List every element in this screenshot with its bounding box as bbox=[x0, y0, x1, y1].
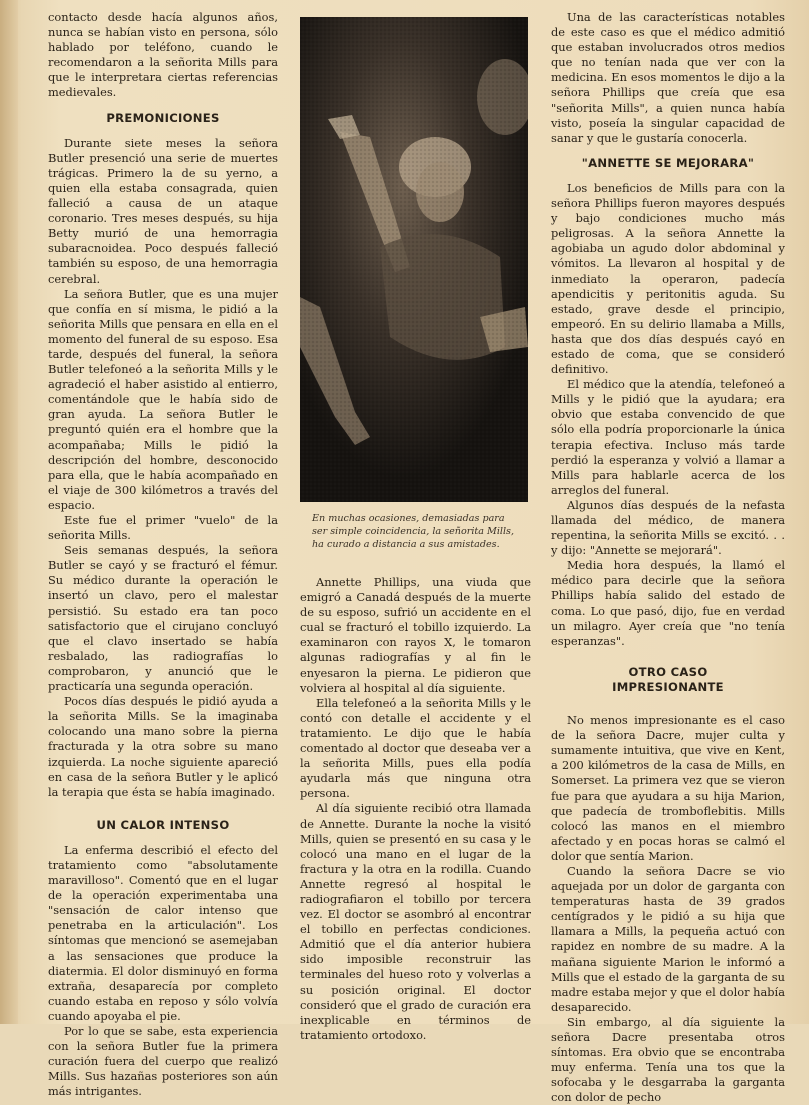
column-3 bbox=[551, 10, 785, 1105]
section-heading-premoniciones: PREMONICIONES bbox=[106, 110, 220, 125]
paragraph: Seis semanas después, la señora Butler se cayó y se fracturó el fémur. Su médico durante la operación le insertó un clavo, pero el malestar persistió. Su estado era tan poco satisfactorio que el cirujano concluyó que el clavo insertado se había resbalado, las radiografías lo comprobaron, y anunció que le practicaría una segunda operación. bbox=[48, 543, 278, 694]
caption-text: En muchas ocasiones, demasiadas para ser simple coincidencia, la señorita Mills, ha curado a distancia a sus amistades. bbox=[312, 513, 515, 550]
photo-woman-reaching bbox=[300, 17, 528, 502]
section-heading-un-calor-intenso: UN CALOR INTENSO bbox=[96, 817, 230, 832]
paragraph: Una de las características notables de este caso es que el médico admitió que estaban involucrados otros medios que no tenían nada que ver con la medicina. En esos momentos le dijo a la señora Phillips que creía que esa "señorita Mills", a quien nunca había visto, poseía la singular capacidad de sanar y que le gustaría conocerla. bbox=[551, 10, 785, 145]
paragraph: Media hora después, la llamó el médico para decirle que la señora Phillips había salido del estado de coma. Lo que pasó, dijo, fue en verdad un milagro. Ayer creía que "no tenía esperanzas". bbox=[551, 558, 785, 648]
photo-caption bbox=[312, 512, 520, 551]
paragraph: Annette Phillips, una viuda que emigró a Canadá después de la muerte de su esposo, sufrió un accidente en el cual se fracturó el tobillo izquierdo. La examinaron con rayos X, le tomaron algunas radiografías y al fin le enyesaron la pierna. Le pidieron que volviera al hospital al día siguiente. bbox=[300, 575, 531, 695]
paragraph: Los beneficios de Mills para con la señora Phillips fueron mayores después y bajo condiciones mucho más peligrosas. A la señora Annette la agobiaba un agudo dolor abdominal y vómitos. La llevaron al hospital y de inmediato la operaron, padecía apendicitis y peritonitis aguda. Su estado, grave desde el principio, empeoró. En su delirio llamaba a Mills, hasta que dos días después cayó en estado de coma, que se consideró definitivo. bbox=[551, 180, 785, 377]
paragraph: Al día siguiente recibió otra llamada de Annette. Durante la noche la visitó Mills, quien se presentó en su casa y le colocó una mano en el lugar de la fractura y la otra en la rodilla. Cuando Annette regresó al hospital le radiografiaron el tobillo por tercera vez. El doctor se asombró al encontrar el tobillo en perfectas condiciones. Admitió que el día anterior hubiera sido imposible reconstruir las terminales del hueso roto y volverlas a su posición original. El doctor consideró que el grado de curación era inexplicable en términos de tratamiento ortodoxo. bbox=[300, 801, 531, 1042]
paragraph: Sin embargo, al día siguiente la señora Dacre presentaba otros síntomas. Era obvio que se encontraba muy enferma. Tenía una tos que la sofocaba y le desgarraba la garganta con dolor de pecho bbox=[551, 1014, 785, 1105]
paragraph: Pocos días después le pidió ayuda a la señorita Mills. Se la imaginaba colocando una mano sobre la pierna fracturada y la otra sobre su mano izquierda. La noche siguiente apareció en casa de la señora Butler y le aplicó la terapia que ésta se había imaginado. bbox=[48, 694, 278, 799]
paragraph: La enferma describió el efecto del tratamiento como "absolutamente maravilloso". Comentó que en el lugar de la operación experimentaba una "sensación de calor intenso que penetraba en la articulación". Los síntomas que mencionó se asemejaban a las sensaciones que produce la diatermia. El dolor disminuyó en forma extraña, desaparecía por completo cuando estaba en reposo y sólo volvía cuando apoyaba el pie. bbox=[48, 842, 278, 1023]
paragraph: Cuando la señora Dacre se vio aquejada por un dolor de garganta con temperaturas hasta de 39 grados centígrados y le pidió a su hija que llamara a Mills, la pequeña actuó con rapidez en nombre de su madre. A la mañana siguiente Marion le informó a Mills que el estado de la garganta de su madre estaba mejor y que el dolor había desaparecido. bbox=[551, 863, 785, 1014]
paragraph-intro: contacto desde hacía algunos años, nunca se habían visto en persona, sólo hablado por teléfono, cuando le recomendaron a la señorita Mills para que le interpretara ciertas referencias medievales. bbox=[48, 10, 278, 100]
paragraph: Este fue el primer "vuelo" de la señorita Mills. bbox=[48, 513, 278, 543]
column-1 bbox=[48, 10, 278, 1099]
column-2 bbox=[300, 575, 531, 1043]
paragraph: El médico que la atendía, telefoneó a Mills y le pidió que la ayudara; era obvio que estaba convencido de que sólo ella podría proporcionarle la única terapia efectiva. Incluso más tarde perdió la esperanza y volvió a llamar a Mills para hablarle acerca de los arreglos del funeral. bbox=[551, 377, 785, 497]
paragraph: Por lo que se sabe, esta experiencia con la señora Butler fue la primera curación fuera del cuerpo que realizó Mills. Sus hazañas posteriores son aún más intrigantes. bbox=[48, 1024, 278, 1099]
paragraph: Durante siete meses la señora Butler presenció una serie de muertes trágicas. Primero la de su yerno, a quien ella estaba consagrada, quien falleció a causa de un ataque coronario. Tres meses después, su hija Betty murió de una hemorragia subaracnoidea. Poco después falleció también su esposo, de una hemorragia cerebral. bbox=[48, 135, 278, 286]
page-binding-edge bbox=[0, 0, 18, 1024]
section-heading-otro-caso-impresionante: OTRO CASO IMPRESIONANTE bbox=[612, 664, 724, 694]
paragraph: Algunos días después de la nefasta llamada del médico, de manera repentina, la señorita Mills se excitó. . . y dijo: "Annette se mejorará". bbox=[551, 497, 785, 558]
paragraph: No menos impresionante es el caso de la señora Dacre, mujer culta y sumamente intuitiva, que vive en Kent, a 200 kilómetros de la casa de Mills, en Somerset. La primera vez que se vieron fue para que ayudara a su hija Marion, que padecía de tromboflebitis. Mills colocó las manos en el miembro afectado y en pocas horas se calmó el dolor que sentía Marion. bbox=[551, 713, 785, 863]
section-heading-annette-se-mejorara: "ANNETTE SE MEJORARA" bbox=[581, 155, 755, 170]
paragraph: Ella telefoneó a la señorita Mills y le contó con detalle el accidente y el tratamiento. Le dijo que le había comentado al doctor que deseaba ver a la señorita Mills, pues ella podía ayudarla más que ninguna otra persona. bbox=[300, 695, 531, 801]
photo-illustration bbox=[300, 17, 528, 502]
paragraph: La señora Butler, que es una mujer que confía en sí misma, le pidió a la señorita Mills que pensara en ella en el momento del funeral de su esposo. Esa tarde, después del funeral, la señora Butler telefoneó a la señorita Mills y le agradeció el haber asistido al entierro, comentándole que le había sido de gran ayuda. La señora Butler le preguntó quién era el hombre que la acompañaba; Mills le pidió la descripción del hombre, desconocido para ella, que le había acompañado en el viaje de 300 kilómetros a través del espacio. bbox=[48, 286, 278, 512]
